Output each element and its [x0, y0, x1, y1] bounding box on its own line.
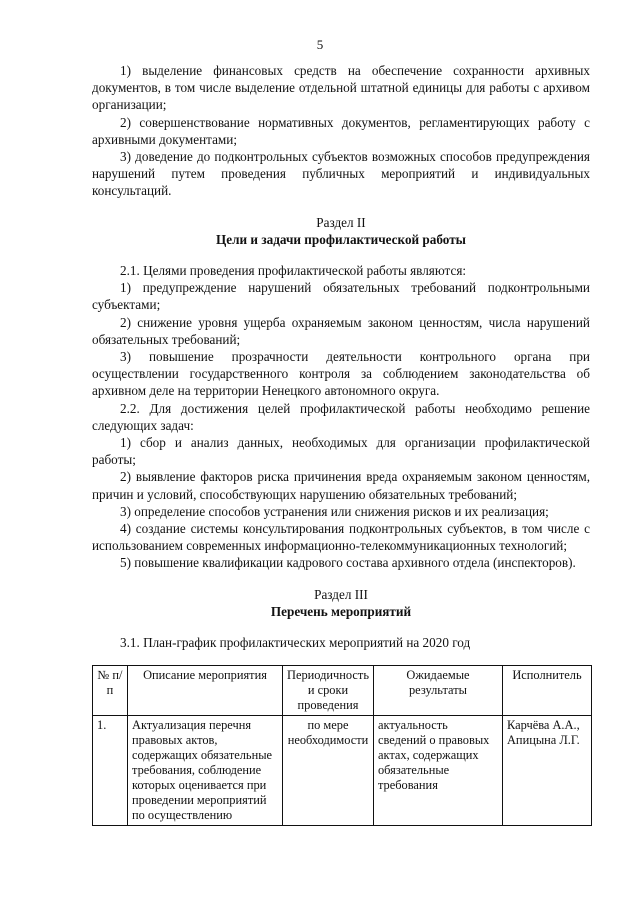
- goal-item: 1) предупреждение нарушений обязательных требований подконтрольными субъектами;: [92, 280, 590, 313]
- section-3-label: Раздел III: [314, 586, 368, 602]
- page-content: [92, 62, 590, 826]
- goals-intro: 2.1. Целями проведения профилактической работы являются:: [120, 263, 467, 279]
- intro-item: 3) доведение до подконтрольных субъектов возможных способов предупреждения нарушений путем проведения публичных мероприятий и индивидуальных консультаций.: [92, 149, 590, 199]
- goal-item: 2) снижение уровня ущерба охраняемым законом ценностям, числа нарушений обязательных требований;: [92, 314, 590, 347]
- task-item: 1) сбор и анализ данных, необходимых для организации профилактической работы;: [92, 435, 590, 468]
- plan-caption: 3.1. План-график профилактических мероприятий на 2020 год: [120, 635, 471, 651]
- section-2-title: Цели и задачи профилактической работы: [216, 231, 466, 247]
- header-description: Описание мероприятия: [128, 666, 283, 716]
- plan-table: [92, 665, 592, 826]
- table-row: [93, 716, 592, 826]
- row-executor: Карчёва А.А., Апицына Л.Г.: [502, 716, 591, 826]
- tasks-intro: 2.2. Для достижения целей профилактической работы необходимо решение следующих задач:: [92, 400, 590, 433]
- row-num: 1.: [93, 716, 128, 826]
- page-number: 5: [316, 37, 324, 52]
- header-num: № п/п: [93, 666, 128, 716]
- intro-item: 1) выделение финансовых средств на обеспечение сохранности архивных документов, в том числе выделение отдельной штатной единицы для работы с архивом организации;: [92, 63, 590, 113]
- goal-item: 3) повышение прозрачности деятельности контрольного органа при осуществлении государственного контроля за соблюдением законодательства об архивном деле на территории Ненецкого автономного округа.: [92, 349, 590, 399]
- header-executor: Исполнитель: [502, 666, 591, 716]
- row-periodicity: по мере необходимости: [283, 716, 374, 826]
- header-periodicity: Периодичность и сроки проведения: [283, 666, 374, 716]
- header-results: Ожидаемые результаты: [373, 666, 502, 716]
- intro-item: 2) совершенствование нормативных документов, регламентирующих работу с архивными документами;: [92, 114, 590, 147]
- section-3-title: Перечень мероприятий: [270, 603, 412, 619]
- row-description: Актуализация перечня правовых актов, содержащих обязательные требования, соблюдение которых оценивается при проведении мероприятий по осуществлению: [128, 716, 283, 826]
- task-item: 4) создание системы консультирования подконтрольных субъектов, в том числе с использованием современных информационно-телекоммуникационных технологий;: [92, 521, 590, 554]
- task-item: 2) выявление факторов риска причинения вреда охраняемым законом ценностям, причин и условий, способствующих нарушению обязательных требований;: [92, 469, 590, 502]
- row-results: актуальность сведений о правовых актах, содержащих обязательные требования: [373, 716, 502, 826]
- task-item: 3) определение способов устранения или снижения рисков и их реализация;: [120, 503, 549, 519]
- section-2-label: Раздел II: [316, 214, 366, 230]
- task-item: 5) повышение квалификации кадрового состава архивного отдела (инспекторов).: [120, 555, 576, 571]
- table-header-row: [93, 666, 592, 716]
